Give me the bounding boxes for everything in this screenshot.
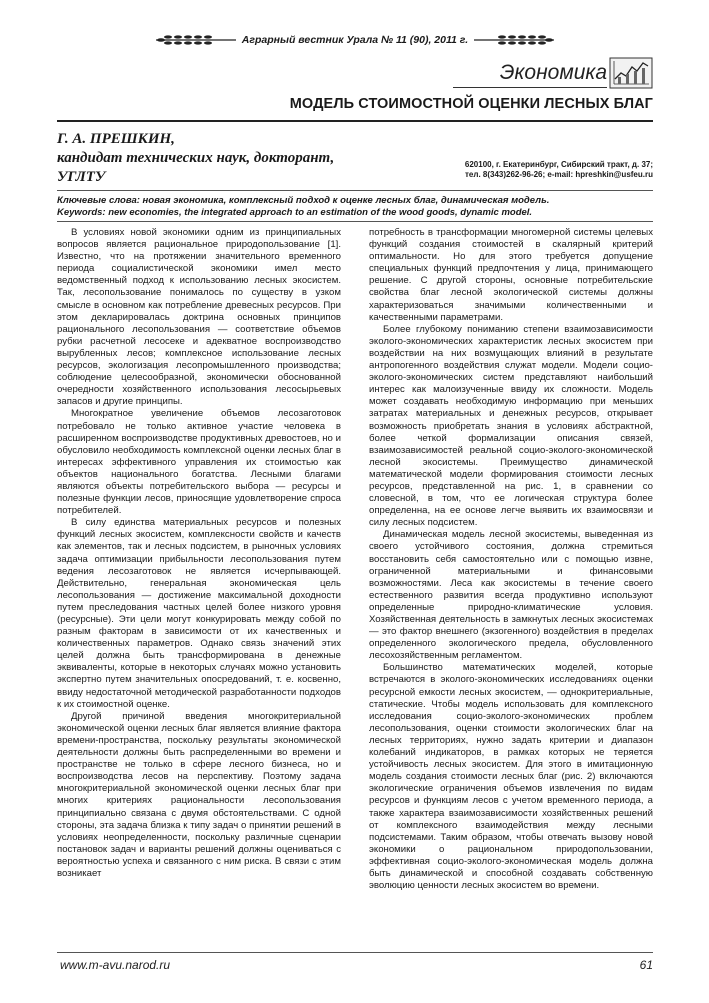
paragraph: Многократное увеличение объемов лесозаготовок потребовало не только активное участие человека в расширенном воспроизводстве продуктивных древостоев, но и обусловило необходимость комплексной оценки лесных благ в интересах эффективного управления их стоимостью как объектов национального богатства. Лесными благами являются объекты потребительского выбора — ресурсы и полезные функции лесов, приносящие удовлетворение спроса потребителей. — [57, 408, 341, 517]
journal-header — [140, 30, 570, 50]
paragraph: Большинство математических моделей, которые встречаются в эколого-экономических исследованиях оценки ресурсной емкости лесных экосистем, — однокритериальные, статические. Чтобы модель использовать для комплексного исследования социо-эколого-экономических проблем лесопользования, оценки стоимости экологических благ на лесных территориях, нужно задать критерии и диапазон колебаний индикаторов, в рамках которых не теряется устойчивость лесных экосистем. Для этого в имитационную модель создания стоимости лесных благ (рис. 2) включаются экологические ограничения объемов извлечения по видам ресурсов и функциям лесов с учетом временного периода, а также характера взаимозависимости хозяйственных решений от комплексного взаимодействия между лесными подсистемами. Таким образом, чтобы отвечать вызову новой экономики о рациональном природопользовании, эффективная социо-эколого-экономическая модель должна быть динамической и способной создавать собственную эволюцию ценности лесных экосистем во времени. — [369, 662, 653, 892]
address-line: 620100, г. Екатеринбург, Сибирский тракт, д. 37; — [464, 160, 653, 169]
wheat-ornament-left-icon — [156, 32, 236, 48]
page-number: 61 — [639, 958, 653, 972]
text-column-left — [57, 227, 341, 880]
keywords-ru: Ключевые слова: новая экономика, комплексный подход к оценке лесных благ, динамическая модель. — [57, 195, 550, 206]
journal-title: Аграрный вестник Урала № 11 (90), 2011 г. — [241, 34, 469, 46]
article-title: МОДЕЛЬ СТОИМОСТНОЙ ОЦЕНКИ ЛЕСНЫХ БЛАГ — [289, 96, 653, 112]
author-org: УГЛТУ — [57, 169, 106, 185]
contact-line: тел. 8(343)262-96-26; e-mail: hpreshkin@usfeu.ru — [465, 170, 653, 179]
title-divider — [57, 120, 653, 122]
author-block — [57, 130, 377, 187]
footer-divider — [57, 952, 653, 953]
paragraph: В силу единства материальных ресурсов и полезных функций лесных экосистем, комплексности свойств и качеств как элементов, так и лесных подсистем, в рыночных условиях задача оптимизации прибыльности лесопользования путем ведения лесозаготовок не является исчерпывающей. Действительно, генеральная экономическая цель лесопользования — достижение максимальной доходности путем преследования частных целей более низкого уровня (ресурсные). Эти цели могут конкурировать между собой по разным факторам в зависимости от их качественных и количественных параметров. Однако связь значений этих целей должна быть трансформирована в денежные эквиваленты, которые в некоторых случаях можно установить экспертно путем значительных опосредований, т. е. косвенно, ввиду недостаточной методической разработанности подходов к их стоимостной оценке. — [57, 517, 341, 710]
paragraph: Динамическая модель лесной экосистемы, выведенная из своего устойчивого состояния, должна стремиться восстановить себя самостоятельно или с помощью извне, ограниченной материальными и финансовыми возможностями. Леса как экосистемы в течение своего естественного развития всегда продуктивно используют определенные природно-климатические условия. Хозяйственная деятельность в замкнутых лесных экосистемах — это фактор внешнего (экзогенного) воздействия в пределах определенного экологического предела, обусловленного лесохозяйственным регламентом. — [369, 529, 653, 662]
footer-url[interactable]: www.m-avu.narod.ru — [60, 958, 171, 972]
economics-chart-icon — [609, 57, 653, 89]
paragraph: В условиях новой экономики одним из принципиальных вопросов является рациональное природопользование [1]. Известно, что на протяжении значительного временного периода социалистической экономики имел место ведомственный подход к использованию лесных экосистем. Так, лесопользование понималось по существу в узком смысле в основном как потребление древесных ресурсов. При этом декларировалась доктрина основных принципов рационального лесопользования — соответствие объемов рубки расчетной лесосеке и адекватное воспроизводство вырубленных лесов; комплексное использование лесных ресурсов, экологизация лесопромышленного производства; соблюдение целесообразной, экономически обоснованной очередности хозяйственного использования лесосырьевых запасов и другие принципы. — [57, 227, 341, 408]
author-degree: кандидат технических наук, докторант, — [57, 150, 335, 166]
paragraph: Другой причиной введения многокритериальной экономической оценки лесных благ является влияние фактора времени-пространства, поскольку результаты экономической деятельности должны быть распределенными во времени и пространстве не только в сфере лесного бизнеса, но и воспроизводства лесов на перспективу. Поэтому задача многокритериальной экономической оценки лесных благ при многих критериях рациональности лесопользования принципиально связана с двумя обстоятельствами. С одной стороны, эта задача близка к типу задач о принятии решений в условиях неопределенности, поскольку различные сценарии постановок задач и варианты решений должны оцениваться с вероятностью успеха и связанного с ним риска. В связи с этим возникает — [57, 710, 341, 879]
author-address — [333, 160, 653, 180]
text-column-right — [369, 227, 653, 892]
keywords-block — [57, 195, 653, 219]
paragraph: Более глубокому пониманию степени взаимозависимости эколого-экономических характеристик лесных экосистем при воздействии на них возмущающих влияний в результате антропогенного воздействия служат модели. Модели социо-эколого-экономических систем представляют наибольший интерес как малоизученные ввиду их сложности. Модель может создавать необходимую информацию при меньших затратах материальных и денежных ресурсов, открывает возможность приобретать знания в условиях абстрактной, более четкой формализации описания связей, взаимозависимостей реальной социо-эколого-экономической лесной экосистемы. Преимущество динамической математической модели формирования стоимости лесных ресурсов, представленной на рис. 1, в сравнении со словесной, в том, что ее логическая структура более определенна, на ее основе легче выявить их взаимосвязи и силу лесных подсистем. — [369, 323, 653, 529]
keywords-en: Keywords: new economies, the integrated approach to an estimation of the wood goods, dynamic model. — [57, 207, 533, 218]
section-underline — [453, 87, 607, 88]
wheat-ornament-right-icon — [474, 32, 554, 48]
keywords-divider-top — [57, 190, 653, 191]
keywords-divider-bottom — [57, 221, 653, 222]
section-name: Экономика — [499, 61, 607, 84]
author-name: Г. А. ПРЕШКИН, — [57, 131, 175, 147]
paragraph: потребность в трансформации многомерной системы целевых функций создания стоимостей в скалярный критерий оптимальности. Но для этого требуется допущение специальных функций предпочтения у лица, принимающего решение. С другой стороны, основные потребительские свойства благ лесной экологической системы должны характеризоваться значимыми количественными и качественными параметрами. — [369, 227, 653, 323]
section-label — [453, 57, 653, 89]
